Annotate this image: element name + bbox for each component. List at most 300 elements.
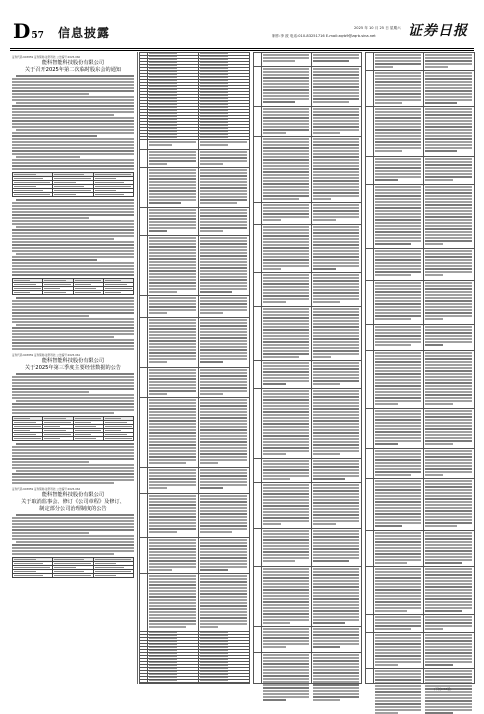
table-text-line — [313, 493, 359, 495]
table-text-line — [425, 495, 472, 497]
table-text-line — [263, 438, 309, 440]
table-text-line — [375, 256, 421, 258]
table-text-line — [263, 450, 309, 452]
table-cell — [13, 193, 53, 197]
table-text-line — [263, 320, 309, 322]
table-text-line — [425, 673, 472, 675]
table-gridline — [147, 52, 148, 684]
table-text-line — [200, 337, 247, 339]
table-text-line — [375, 688, 421, 690]
text-line — [12, 339, 134, 341]
table-text-line — [425, 315, 472, 317]
table-text-line — [200, 131, 228, 132]
text-line — [12, 81, 134, 83]
table-text-line — [425, 397, 472, 399]
table-text-line — [313, 347, 359, 349]
text-line — [12, 232, 134, 234]
table-text-line — [375, 480, 421, 482]
table-text-line — [263, 432, 309, 434]
table-text-line — [263, 253, 309, 255]
text-line — [12, 464, 134, 466]
table-text-line — [425, 150, 457, 152]
table-text-line — [149, 358, 196, 360]
page-header — [10, 20, 474, 48]
table-text-line — [375, 658, 421, 660]
table-text-line — [200, 218, 247, 220]
table-text-line — [263, 660, 309, 662]
table-text-line — [425, 700, 472, 702]
table-text-line — [263, 57, 309, 59]
table-text-line — [200, 178, 247, 180]
text-line — [12, 147, 134, 149]
text-line — [12, 479, 134, 481]
table-text-line — [313, 696, 359, 698]
table-text-line — [149, 190, 196, 192]
table-text-line — [263, 571, 309, 573]
table-text-line — [200, 190, 247, 192]
table-text-line — [313, 368, 359, 370]
table-text-line — [200, 551, 247, 553]
text-line — [12, 376, 134, 378]
table-text-line — [313, 71, 359, 73]
table-gridline — [423, 52, 424, 684]
table-text-line — [149, 154, 196, 156]
table-text-line — [263, 631, 309, 633]
table-text-line — [263, 144, 309, 146]
table-text-line — [200, 596, 247, 598]
table-text-line — [425, 259, 472, 261]
table-text-line — [149, 375, 196, 377]
table-row-line — [365, 350, 474, 351]
table-text-line — [263, 586, 309, 588]
table-text-line — [425, 147, 472, 149]
table-row-line — [253, 66, 361, 67]
table-text-line — [313, 568, 359, 570]
cell-text — [44, 434, 71, 435]
table-text-line — [425, 550, 472, 552]
table-text-line — [200, 554, 247, 556]
table-text-line — [149, 668, 177, 669]
table-text-line — [263, 374, 309, 376]
table-text-line — [263, 186, 309, 188]
table-text-line — [375, 108, 421, 110]
table-text-line — [200, 647, 228, 648]
table-text-line — [149, 481, 196, 483]
table-text-line — [200, 557, 247, 559]
table-text-line — [375, 489, 421, 491]
table-row-line — [365, 156, 474, 157]
table-text-line — [149, 632, 177, 633]
table-text-line — [375, 219, 421, 221]
table-text-line — [200, 478, 247, 480]
table-text-line — [149, 116, 177, 117]
table-text-line — [375, 471, 421, 473]
cell-text — [44, 280, 66, 281]
table-text-line — [375, 397, 421, 399]
text-line — [12, 526, 134, 528]
table-text-line — [425, 306, 472, 308]
table-text-line — [375, 562, 407, 564]
table-text-line — [200, 107, 228, 108]
table-text-line — [375, 676, 421, 678]
table-text-line — [200, 309, 247, 311]
table-text-line — [200, 276, 247, 278]
table-text-line — [313, 450, 359, 452]
table-text-line — [425, 358, 472, 360]
table-text-line — [313, 356, 331, 358]
table-text-line — [313, 265, 359, 267]
table-gridline — [474, 52, 475, 684]
table-text-line — [313, 539, 359, 541]
text-line — [12, 217, 89, 219]
table-text-line — [425, 516, 472, 518]
table-text-line — [313, 687, 359, 689]
table-text-line — [313, 80, 359, 82]
text-line — [12, 214, 134, 216]
table-text-line — [425, 598, 472, 600]
table-text-line — [375, 553, 421, 555]
table-text-line — [313, 678, 359, 680]
table-text-line — [200, 193, 247, 195]
table-text-line — [313, 132, 340, 134]
cell-text — [105, 438, 132, 439]
table-text-line — [200, 322, 247, 324]
table-text-line — [425, 416, 472, 418]
table-text-line — [375, 664, 398, 666]
table-text-line — [425, 553, 472, 555]
text-line — [12, 550, 134, 552]
table-text-line — [313, 277, 359, 279]
table-text-line — [200, 611, 247, 613]
table-text-line — [263, 108, 309, 110]
table-text-line — [375, 519, 421, 521]
table-text-line — [425, 437, 472, 439]
table-text-line — [425, 370, 472, 372]
table-text-line — [425, 192, 472, 194]
cell-text — [14, 434, 36, 435]
table-text-line — [263, 601, 309, 603]
table-text-line — [313, 57, 359, 59]
table-text-line — [263, 219, 281, 221]
table-text-line — [263, 323, 309, 325]
table-text-line — [375, 66, 393, 68]
text-line — [12, 553, 114, 555]
table-text-line — [263, 533, 309, 535]
table-text-line — [200, 128, 228, 129]
table-text-line — [375, 370, 421, 372]
cell-text — [44, 284, 71, 285]
table-text-line — [149, 432, 196, 434]
table-text-line — [200, 246, 247, 248]
table-text-line — [425, 341, 472, 343]
table-text-line — [149, 212, 196, 214]
table-text-line — [425, 195, 472, 197]
table-cell — [43, 291, 73, 295]
text-line — [12, 223, 134, 225]
table-text-line — [425, 453, 472, 455]
table-row — [13, 291, 134, 295]
cell-text — [75, 430, 102, 431]
table-text-line — [200, 563, 247, 565]
table-text-line — [313, 156, 359, 158]
table-text-line — [149, 384, 196, 386]
table-text-line — [263, 265, 309, 267]
table-text-line — [200, 528, 247, 530]
table-text-line — [263, 180, 309, 182]
table-text-line — [263, 568, 309, 570]
table-text-line — [425, 571, 472, 573]
cell-text — [105, 418, 121, 419]
text-line — [12, 135, 97, 137]
table-text-line — [375, 428, 421, 430]
table-text-line — [200, 68, 228, 69]
table-text-line — [149, 144, 172, 146]
table-text-line — [263, 147, 309, 149]
cell-text — [75, 434, 91, 435]
table-text-line — [149, 593, 196, 595]
table-text-line — [375, 465, 421, 467]
table-text-line — [149, 677, 177, 678]
table-text-line — [200, 312, 223, 314]
table-text-line — [425, 382, 472, 384]
table-text-line — [313, 216, 359, 218]
table-text-line — [149, 282, 196, 284]
table-text-line — [263, 317, 309, 319]
table-text-line — [149, 469, 196, 471]
table-text-line — [149, 252, 196, 254]
table-text-line — [313, 207, 359, 209]
table-text-line — [149, 487, 167, 489]
table-text-line — [149, 399, 196, 401]
table-text-line — [425, 204, 472, 206]
table-text-line — [313, 577, 359, 579]
table-text-line — [313, 514, 359, 516]
table-text-line — [425, 712, 453, 714]
text-line — [12, 96, 134, 98]
cell-text — [54, 194, 76, 195]
table-text-line — [263, 114, 309, 116]
table-text-line — [425, 210, 472, 212]
table-text-line — [263, 690, 309, 692]
table-text-line — [263, 502, 309, 504]
cell-text — [75, 284, 91, 285]
text-line — [12, 458, 134, 460]
table-text-line — [425, 556, 472, 558]
table-text-line — [313, 329, 359, 331]
table-text-line — [425, 81, 472, 83]
cell-text — [54, 567, 76, 568]
cell-text — [95, 563, 117, 564]
table-text-line — [200, 501, 247, 503]
text-line — [12, 271, 134, 273]
table-text-line — [313, 89, 359, 91]
table-text-line — [375, 616, 421, 618]
table-text-line — [149, 378, 196, 380]
text-line — [16, 199, 134, 201]
table-text-line — [313, 583, 359, 585]
announcement-title: 制定部分公司治理制度的公告 — [39, 506, 107, 512]
table-text-line — [375, 210, 421, 212]
table-text-line — [313, 429, 359, 431]
table-text-line — [200, 650, 228, 651]
table-text-line — [149, 590, 196, 592]
text-line — [12, 159, 134, 161]
table-text-line — [375, 413, 421, 415]
text-line — [12, 256, 134, 258]
table-text-line — [313, 144, 359, 146]
table-text-line — [375, 637, 421, 639]
table-text-line — [375, 522, 421, 524]
table-text-line — [149, 635, 177, 636]
table-text-line — [200, 369, 247, 371]
table-text-line — [149, 107, 177, 108]
table-text-line — [313, 637, 359, 639]
table-text-line — [149, 325, 196, 327]
table-text-line — [263, 554, 309, 556]
table-text-line — [200, 462, 218, 464]
table-text-line — [149, 599, 196, 601]
table-text-line — [149, 548, 196, 550]
table-text-line — [375, 628, 411, 630]
table-text-line — [149, 542, 196, 544]
table-text-line — [149, 125, 177, 126]
table-text-line — [313, 192, 359, 194]
table-row-line — [253, 388, 361, 389]
table-text-line — [375, 192, 421, 194]
table-text-line — [200, 671, 228, 672]
table-text-line — [263, 380, 309, 382]
table-text-line — [425, 102, 457, 104]
table-text-line — [200, 475, 247, 477]
table-text-line — [313, 308, 359, 310]
table-text-line — [263, 466, 309, 468]
table-text-line — [200, 325, 247, 327]
table-text-line — [375, 123, 421, 125]
table-cell — [53, 574, 93, 578]
table-text-line — [425, 652, 472, 654]
table-text-line — [375, 87, 421, 89]
table-text-line — [425, 507, 472, 509]
table-text-line — [313, 235, 359, 237]
table-text-line — [149, 647, 177, 648]
table-text-line — [375, 643, 421, 645]
table-text-line — [313, 390, 359, 392]
table-text-line — [375, 228, 421, 230]
table-text-line — [263, 493, 309, 495]
table-text-line — [263, 74, 309, 76]
table-text-line — [263, 610, 309, 612]
table-text-line — [149, 297, 196, 299]
table-text-line — [149, 131, 177, 132]
table-text-line — [263, 536, 309, 538]
text-line — [12, 117, 134, 119]
text-line — [12, 449, 134, 451]
table-text-line — [200, 202, 237, 204]
text-line — [12, 388, 134, 390]
table-text-line — [425, 96, 472, 98]
company-name: 能科智能科技股份有限公司 — [41, 358, 105, 364]
table-text-line — [313, 219, 336, 221]
table-text-line — [375, 679, 421, 681]
table-text-line — [149, 620, 196, 622]
table-text-line — [200, 59, 228, 60]
table-text-line — [375, 607, 421, 609]
table-text-line — [200, 608, 247, 610]
table-text-line — [375, 338, 421, 340]
table-text-line — [375, 622, 421, 624]
cell-text — [14, 567, 50, 568]
table-text-line — [375, 364, 421, 366]
table-text-line — [263, 174, 309, 176]
table-text-line — [200, 399, 247, 401]
table-text-line — [375, 547, 421, 549]
table-text-line — [200, 71, 228, 72]
table-text-line — [200, 522, 247, 524]
table-text-line — [200, 472, 247, 474]
table-text-line — [149, 525, 196, 527]
table-text-line — [149, 513, 196, 515]
text-line — [12, 132, 134, 134]
table-text-line — [149, 230, 167, 232]
table-text-line — [200, 119, 228, 120]
text-line — [12, 333, 134, 335]
table-text-line — [425, 129, 472, 131]
table-text-line — [149, 322, 196, 324]
table-text-line — [375, 550, 421, 552]
text-line — [16, 156, 80, 158]
cell-text — [75, 438, 97, 439]
table-text-line — [200, 361, 223, 363]
table-text-line — [313, 120, 359, 122]
text-line — [16, 75, 134, 77]
cell-text — [105, 284, 127, 285]
table-text-line — [263, 204, 309, 206]
table-row-line — [253, 52, 361, 53]
table-text-line — [263, 153, 309, 155]
table-text-line — [425, 391, 472, 393]
table-text-line — [313, 95, 359, 97]
table-text-line — [263, 238, 309, 240]
table-text-line — [263, 289, 309, 291]
table-text-line — [149, 369, 196, 371]
announcement-header-1 — [12, 56, 134, 74]
table-text-line — [200, 154, 247, 156]
table-text-line — [425, 173, 472, 175]
table-text-line — [263, 126, 309, 128]
table-text-line — [375, 93, 421, 95]
table-text-line — [263, 235, 309, 237]
table-text-line — [313, 399, 359, 401]
table-text-line — [313, 159, 359, 161]
table-gridline — [249, 52, 250, 684]
table-text-line — [200, 187, 247, 189]
table-text-line — [149, 554, 196, 556]
text-line — [12, 476, 134, 478]
company-name: 能科智能科技股份有限公司 — [41, 60, 105, 66]
table-text-line — [313, 198, 331, 200]
table-text-line — [425, 111, 472, 113]
table-text-line — [375, 685, 421, 687]
table-text-line — [313, 690, 359, 692]
table-text-line — [263, 198, 299, 200]
table-text-line — [375, 532, 421, 534]
table-text-line — [375, 57, 421, 59]
text-line — [12, 108, 134, 110]
table-text-line — [149, 328, 196, 330]
text-line — [12, 165, 134, 167]
table-text-line — [425, 577, 472, 579]
table-text-line — [149, 71, 177, 72]
